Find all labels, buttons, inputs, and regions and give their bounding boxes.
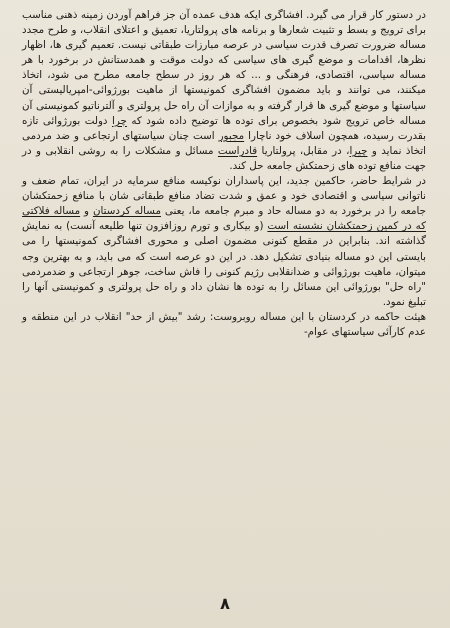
text-run: دولت بورژوائی تازه بقدرت رسیده، همچون اسلاف خود ناچارا bbox=[22, 114, 426, 142]
body-text bbox=[22, 8, 426, 340]
underlined-text: چرا bbox=[112, 114, 127, 127]
page-number: ۸ bbox=[220, 594, 230, 613]
underlined-text: مجبور bbox=[218, 129, 245, 142]
text-run: ، در مقابل، پرولتاریا bbox=[257, 144, 350, 157]
paragraph bbox=[22, 8, 426, 174]
underlined-text: چیرا bbox=[349, 144, 368, 157]
paragraph bbox=[22, 310, 426, 340]
paragraph bbox=[22, 174, 426, 310]
underlined-text: مساله فلاکتی که در کمین زحمتکشان نشسته است bbox=[22, 205, 426, 233]
text-run: و bbox=[80, 205, 93, 218]
underlined-text: قادراست bbox=[217, 144, 258, 157]
text-run: (و بیکاری و تورم روزافزون تنها طلیعه آنست) به نمایش گذاشته اند. بنابراین در مقطع کنونی مضمون اصلی و محوری افشاگری کمونیستها را می بایستی این دو مساله بنیادی تشکیل دهد. در این دو عرصه است که می باید، و به بهترین وجه میتوان، ماهیت بورژوائی و ضدانقلابی رژیم کنونی را فاش ساخت، جوهر ارتجاعی و ضدمردمی "راه حل" بورژوائی این مسائل را به توده ها نشان داد و راه حل پرولتری و کمونیستی آنها را تبلیغ نمود. bbox=[22, 220, 426, 308]
text-run: مسائل و مشکلات را به روشی انقلابی و در جهت منافع توده های زحمتکش جامعه حل کند. bbox=[22, 144, 426, 172]
text-run: در شرایط حاضر، حاکمین جدید، این پاسداران نوکیسه منافع سرمایه در ایران، تمام ضعف و ناتوانی سیاسی و اقتصادی خود و عمق و شدت تضاد منافع طبقاتی شان با منافع زحمتکشان جامعه را در برخورد به دو مساله حاد و مبرم جامعه ما، یعنی bbox=[22, 175, 426, 218]
text-run: در دستور کار قرار می گیرد. افشاگری ایکه هدف عمده آن جز فراهم آوردن زمینه ذهنی مناسب برای ترویج و بسط و تثبیت شعارها و برنامه های پرولتاریا، تعمیق و اعتلای انقلاب، و طرح مجدد مساله ضرورت تصرف قدرت سیاسی در عرصه مبارزات طبقاتی نیست. تعمیم گیری ها، اظهار نظرها، اقدامات و موضع گیری های سیاسی که دولت موقت و همدستانش در برخورد با هر مساله سیاسی، اقتصادی، فرهنگی و ... که هر روز در سطح جامعه مطرح می شود، اتخاذ میکنند، می توانند و باید مضمون افشاگری کمونیستها از ماهیت بورژوائی-امپریالیستی آن سیاستها و موضع گیری ها قرار گرفته و به موازات آن راه حل پرولتری و آلترناتیو کمونیستی آن مساله خاص ترویج شود بخصوص برای توده ها توضیح داده شود که bbox=[22, 9, 426, 127]
text-run: هیئت حاکمه در کردستان با این مساله روبروست: رشد "بیش از حد" انقلاب در این منطقه و عدم کارآئی سیاستهای عوام- bbox=[22, 310, 426, 338]
underlined-text: مساله کردستان bbox=[92, 205, 161, 218]
text-run: است چنان سیاستهای ارتجاعی و ضد مردمی اتخاذ نماید و bbox=[22, 129, 427, 157]
